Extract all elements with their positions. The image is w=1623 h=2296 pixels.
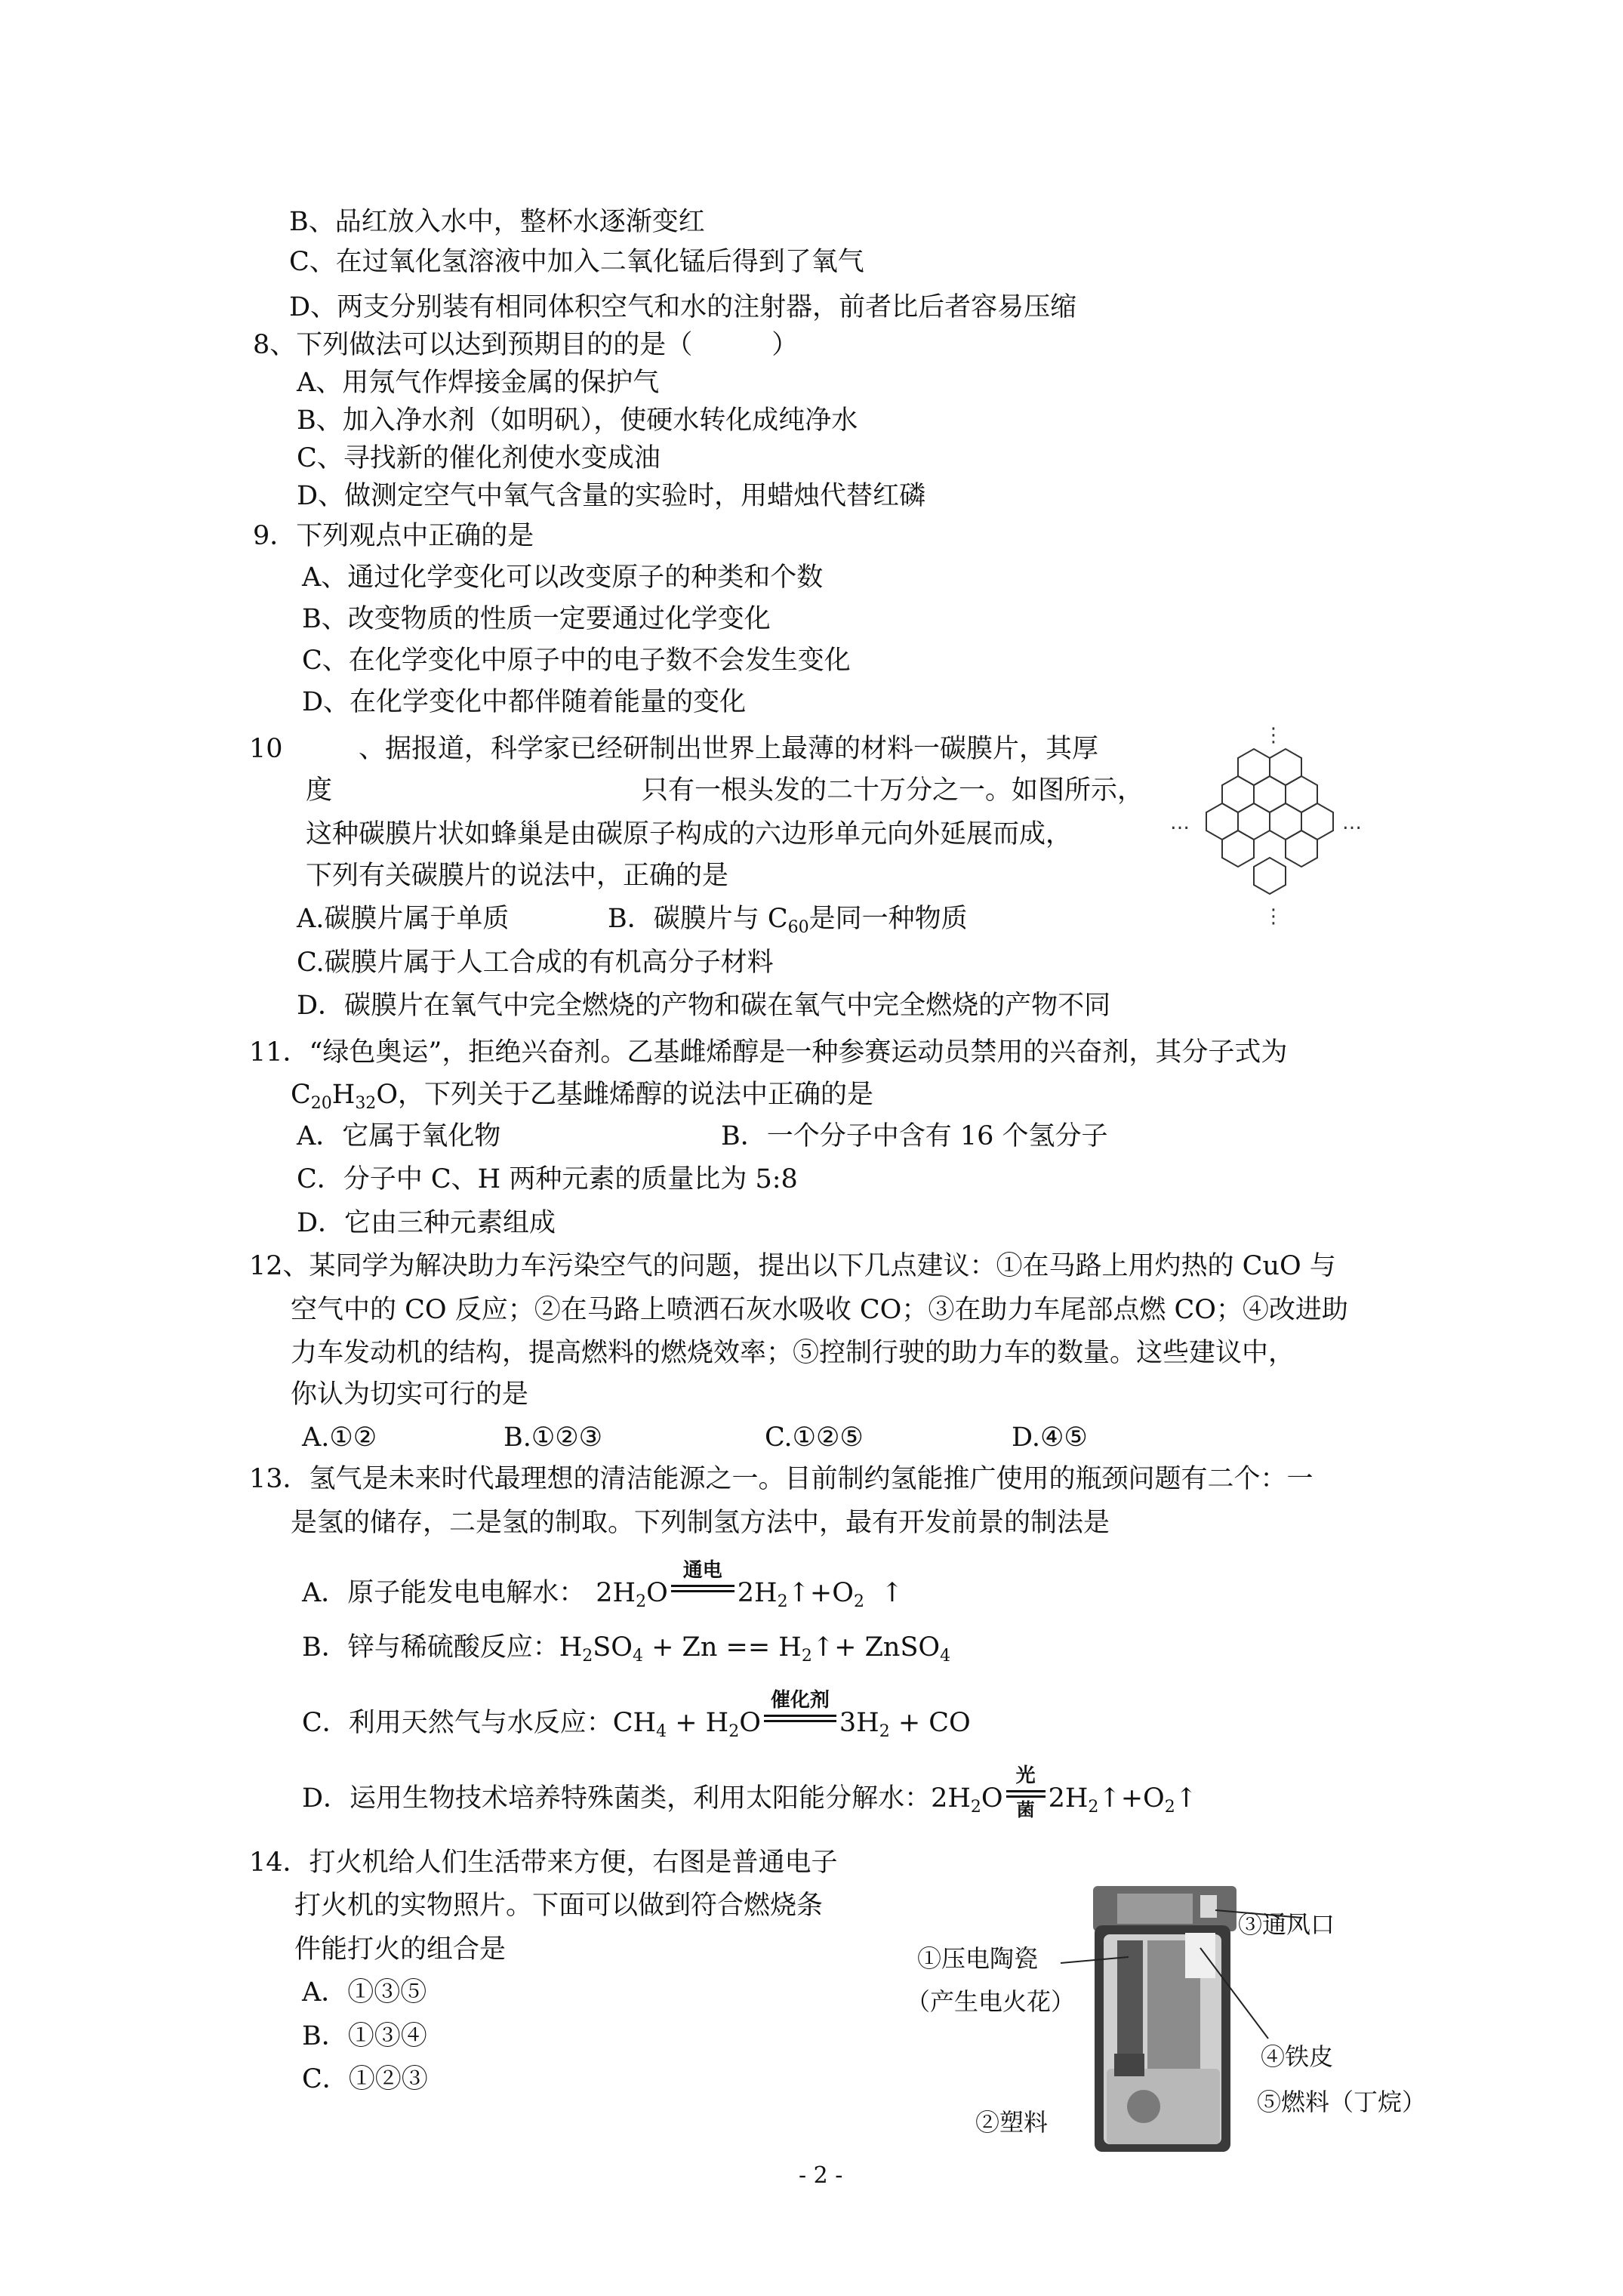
q9-option-a: A、通过化学变化可以改变原子的种类和个数 <box>302 562 824 593</box>
q11-option-c: C．分子中 C、H 两种元素的质量比为 5:8 <box>297 1164 798 1194</box>
hexagon-cell <box>1254 776 1286 812</box>
condition-label: 催化剂 <box>770 1689 830 1712</box>
q10-line4: 下列有关碳膜片的说法中，正确的是 <box>306 861 729 891</box>
dots-right: … <box>1342 812 1362 834</box>
condition-label-bottom: 菌 <box>1016 1799 1035 1820</box>
q11-option-d: D．它由三种元素组成 <box>297 1208 556 1238</box>
q13-option-a: A．原子能发电电解水： $2H_2O$ 通电 $2H_2↑+O_2$ ↑ <box>302 1559 904 1611</box>
hexagon-cell <box>1286 776 1317 812</box>
hexagon-cell <box>1238 803 1270 840</box>
q10-line1: 、据报道，科学家已经研制出世界上最薄的材料一碳膜片，其厚 <box>359 734 1099 764</box>
hexagon-cell <box>1270 803 1301 840</box>
q10-option-d: D．碳膜片在氧气中完全燃烧的产物和碳在氧气中完全燃烧的产物不同 <box>297 991 1111 1021</box>
q10-line2a: 度 <box>306 775 333 806</box>
q13-line1: 13．氢气是未来时代最理想的清洁能源之一。目前制约氢能推广使用的瓶颈问题有二个：一 <box>249 1464 1313 1494</box>
q12-line3: 力车发动机的结构，提高燃料的燃烧效率；⑤控制行驶的助力车的数量。这些建议中， <box>291 1338 1295 1368</box>
q7-option-c: C、在过氧化氢溶液中加入二氧化锰后得到了氧气 <box>289 247 864 277</box>
q11-option-b: B．一个分子中含有 16 个氢分子 <box>721 1121 1108 1151</box>
lighter-label-1: ①压电陶瓷 <box>917 1944 1039 1973</box>
q14-option-a: A．①③⑤ <box>302 1977 427 2008</box>
condition-label: 通电 <box>682 1559 722 1582</box>
q12-option-d: D.④⑤ <box>1012 1422 1088 1453</box>
lighter-label-1b: （产生电火花） <box>906 1987 1076 2016</box>
q10-option-c: C.碳膜片属于人工合成的有机高分子材料 <box>297 948 774 978</box>
hexagon-cell <box>1206 803 1238 840</box>
q7-option-d: D、两支分别装有相同体积空气和水的注射器，前者比后者容易压缩 <box>289 292 1077 322</box>
q12-line2: 空气中的 CO 反应；②在马路上喷洒石灰水吸收 CO；③在助力车尾部点燃 CO；④改进助 <box>291 1295 1348 1325</box>
hexagon-cell <box>1238 749 1270 785</box>
q8-option-b: B、加入净水剂（如明矾），使硬水转化成纯净水 <box>297 405 858 436</box>
honeycomb-figure <box>1163 725 1374 951</box>
q12-option-a: A.①② <box>302 1422 377 1453</box>
q9-option-b: B、改变物质的性质一定要通过化学变化 <box>302 604 771 634</box>
q14-option-c: C．①②③ <box>302 2064 428 2094</box>
hexagon-cell <box>1222 776 1254 812</box>
q10-number: 10 <box>249 734 283 764</box>
q13-option-b: B．锌与稀硫酸反应：$H_2SO_4 + Zn$ == $H_2↑+$ ZnSO$_4$ <box>302 1632 951 1666</box>
q9-option-d: D、在化学变化中都伴随着能量的变化 <box>302 687 747 717</box>
q11-line2: $C_{20}H_{32}O$，下列关于乙基雌烯醇的说法中正确的是 <box>291 1080 874 1113</box>
q14-option-b: B．①③④ <box>302 2021 427 2051</box>
q9-option-c: C、在化学变化中原子中的电子数不会发生变化 <box>302 646 851 676</box>
q14-line2: 打火机的实物照片。下面可以做到符合燃烧条 <box>294 1891 824 1921</box>
dots-top: ⋮ <box>1264 725 1283 747</box>
lighter-label-4: ④铁皮 <box>1261 2042 1334 2071</box>
q11-option-a: A．它属于氧化物 <box>297 1121 501 1151</box>
q13-option-c: C．利用天然气与水反应：$CH_4 + H_2O$ 催化剂 $3H_2$ + CO <box>302 1689 971 1741</box>
lighter-label-2: ②塑料 <box>975 2108 1049 2137</box>
hexagon-cell <box>1270 749 1301 785</box>
q8-option-d: D、做测定空气中氧气含量的实验时，用蜡烛代替红磷 <box>297 481 926 511</box>
q12-option-b: B.①②③ <box>504 1422 602 1453</box>
q7-option-b: B、品红放入水中，整杯水逐渐变红 <box>289 207 705 237</box>
q8-stem: 8、下列做法可以达到预期目的的是（ ） <box>253 330 799 360</box>
q10-line3: 这种碳膜片状如蜂巢是由碳原子构成的六边形单元向外延展而成， <box>306 819 1073 849</box>
q13-line2: 是氢的储存，二是氢的制取。下列制氢方法中，最有开发前景的制法是 <box>291 1508 1110 1538</box>
q11-line1: 11．“绿色奥运”，拒绝兴奋剂。乙基雌烯醇是一种参赛运动员禁用的兴奋剂，其分子式为 <box>249 1037 1288 1068</box>
dots-left: … <box>1170 812 1190 834</box>
hexagon-cell <box>1254 858 1286 894</box>
condition-label: 光 <box>1015 1764 1036 1787</box>
q13-option-d: D．运用生物技术培养特殊菌类，利用太阳能分解水：$2H_2O$ 光 菌 $2H_2↑+O_2↑$ <box>302 1764 1198 1820</box>
q8-option-a: A、用氖气作焊接金属的保护气 <box>297 368 660 398</box>
q10-line2b: 只有一根头发的二十万分之一。如图所示， <box>642 775 1144 806</box>
q12-line1: 12、某同学为解决助力车污染空气的问题，提出以下几点建议：①在马路上用灼热的 CuO 与 <box>249 1251 1336 1281</box>
q10-option-a: A.碳膜片属于单质 <box>297 904 510 934</box>
page-number: - 2 - <box>799 2162 843 2189</box>
q9-stem: 9．下列观点中正确的是 <box>253 521 534 551</box>
dots-bottom: ⋮ <box>1264 905 1283 928</box>
hexagon-cell <box>1222 831 1254 867</box>
q14-line1: 14．打火机给人们生活带来方便，右图是普通电子 <box>249 1848 838 1878</box>
q14-line3: 件能打火的组合是 <box>294 1934 507 1965</box>
q12-line4: 你认为切实可行的是 <box>291 1379 529 1410</box>
lighter-label-3: ③通风口 <box>1238 1910 1335 1939</box>
hexagon-cell <box>1301 803 1333 840</box>
q12-option-c: C.①②⑤ <box>765 1422 864 1453</box>
hexagon-cell <box>1286 831 1317 867</box>
q10-option-b: B．碳膜片与 $C_{60}$是同一种物质 <box>608 904 968 937</box>
lighter-label-5: ⑤燃料（丁烷） <box>1257 2088 1427 2116</box>
q8-option-c: C、寻找新的催化剂使水变成油 <box>297 443 661 473</box>
